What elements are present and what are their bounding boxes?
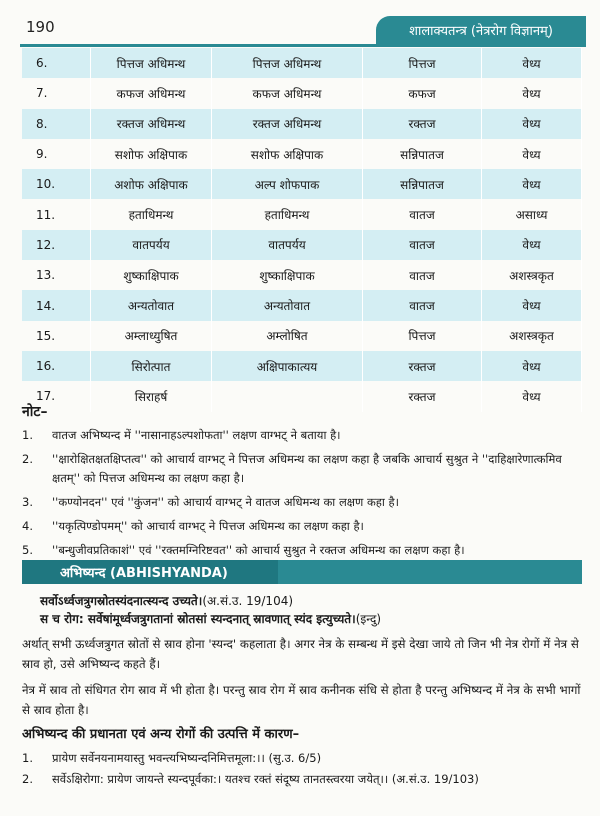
row-number: 15. bbox=[22, 321, 91, 351]
page-header bbox=[0, 14, 600, 44]
disease-name: वातपर्यय bbox=[91, 230, 212, 260]
row-number: 7. bbox=[22, 78, 91, 108]
verse-2-text: स च रोग: सर्वेषांमूर्ध्वजत्रुगतानां स्रोतसां स्यन्दनात् स्रावणात् स्यंद इत्युच्यते। bbox=[40, 612, 356, 626]
table-row bbox=[22, 109, 582, 139]
page-number: 190 bbox=[26, 18, 55, 36]
chapter-title: शालाक्यतन्त्र (नेत्ररोग विज्ञानम्) bbox=[376, 16, 586, 44]
treatment: वेध्य bbox=[482, 109, 582, 139]
note-number: 2. bbox=[22, 452, 33, 466]
disease-name: पित्तज अधिमन्थ bbox=[91, 48, 212, 78]
treatment: असाध्य bbox=[482, 199, 582, 229]
dosha: वातज bbox=[363, 260, 482, 290]
note-number: 4. bbox=[22, 519, 33, 533]
row-number: 10. bbox=[22, 169, 91, 199]
dosha: सन्निपातज bbox=[363, 169, 482, 199]
disease-name: हताधिमन्थ bbox=[91, 199, 212, 229]
verse-2-ref: (इन्दु) bbox=[355, 612, 382, 626]
dosha: वातज bbox=[363, 199, 482, 229]
dosha: सन्निपातज bbox=[363, 139, 482, 169]
disease-name: सिरोत्पात bbox=[91, 351, 212, 381]
treatment: अशस्त्रकृत bbox=[482, 260, 582, 290]
ref-text: सर्वेऽक्षिरोगा: प्रायेण जायन्ते स्यन्दपूर्वका:। यतश्च रक्तं संदूष्य तानतस्त्वरया जयेत्।। (अ.सं.उ. 19/103) bbox=[52, 772, 479, 786]
treatment: वेध्य bbox=[482, 48, 582, 78]
vagbhata-name: पित्तज अधिमन्थ bbox=[212, 48, 363, 78]
dosha: पित्तज bbox=[363, 48, 482, 78]
note-text: वातज अभिष्यन्द में ''नासानाहऽल्पशोफता'' लक्षण वाग्भट् ने बताया है। bbox=[52, 428, 341, 442]
list-item bbox=[22, 748, 584, 769]
dosha: रक्तज bbox=[363, 381, 482, 411]
ref-number: 2. bbox=[22, 772, 33, 786]
table-row bbox=[22, 290, 582, 320]
row-number: 17. bbox=[22, 381, 91, 411]
disease-name: कफज अधिमन्थ bbox=[91, 78, 212, 108]
verse-1-text: सर्वोऽर्ध्वजत्रुगस्रोतस्यंदनात्स्यन्द उच्यते। bbox=[40, 594, 203, 608]
vagbhata-name: अल्प शोफपाक bbox=[212, 169, 363, 199]
header-rule bbox=[20, 44, 586, 47]
disease-name: शुष्काक्षिपाक bbox=[91, 260, 212, 290]
dosha: कफज bbox=[363, 78, 482, 108]
table-row bbox=[22, 321, 582, 351]
list-item bbox=[22, 517, 582, 536]
list-item bbox=[22, 426, 582, 445]
row-number: 9. bbox=[22, 139, 91, 169]
vagbhata-name: वातपर्यय bbox=[212, 230, 363, 260]
row-number: 16. bbox=[22, 351, 91, 381]
row-number: 6. bbox=[22, 48, 91, 78]
dosha: वातज bbox=[363, 230, 482, 260]
reference-list bbox=[22, 748, 584, 790]
note-number: 5. bbox=[22, 543, 33, 557]
table-row bbox=[22, 78, 582, 108]
dosha: रक्तज bbox=[363, 109, 482, 139]
dosha: पित्तज bbox=[363, 321, 482, 351]
disease-name: अशोफ अक्षिपाक bbox=[91, 169, 212, 199]
row-number: 13. bbox=[22, 260, 91, 290]
verse-1 bbox=[40, 592, 585, 610]
vagbhata-name: अम्लोषित bbox=[212, 321, 363, 351]
note-text: ''यकृत्पिण्डोपमम्'' को आचार्य वाग्भट् ने पित्तज अधिमन्थ का लक्षण कहा है। bbox=[52, 519, 364, 533]
table-row bbox=[22, 230, 582, 260]
vagbhata-name: कफज अधिमन्थ bbox=[212, 78, 363, 108]
notes-list bbox=[22, 426, 582, 565]
list-item bbox=[22, 541, 582, 560]
paragraph-1: अर्थात् सभी ऊर्ध्वजत्रुगत स्रोतों से स्राव होना 'स्यन्द' कहलाता है। अगर नेत्र के सम्बन्ध में इसे देखा जाये तो जिन भी नेत्र रोगों में नेत्र से स्राव हो, उसे अभिष्यन्द कहते हैं। bbox=[22, 637, 579, 671]
row-number: 11. bbox=[22, 199, 91, 229]
note-text: ''कण्योनदन'' एवं ''कुंजन'' को आचार्य वाग्भट् ने वातज अधिमन्थ का लक्षण कहा है। bbox=[52, 495, 399, 509]
treatment: वेध्य bbox=[482, 381, 582, 411]
table-row bbox=[22, 260, 582, 290]
vagbhata-name: हताधिमन्थ bbox=[212, 199, 363, 229]
treatment: वेध्य bbox=[482, 230, 582, 260]
disease-name: सिराहर्ष bbox=[91, 381, 212, 411]
vagbhata-name: अक्षिपाकात्यय bbox=[212, 351, 363, 381]
treatment: वेध्य bbox=[482, 290, 582, 320]
list-item bbox=[22, 450, 582, 488]
treatment: वेध्य bbox=[482, 78, 582, 108]
note-text: ''बन्धुजीवप्रतिकाशं'' एवं ''रक्तमग्निरिष्टवत'' को आचार्य सुश्रुत ने रक्तज अधिमन्थ का लक्षण कहा है। bbox=[52, 543, 465, 557]
row-number: 12. bbox=[22, 230, 91, 260]
disease-name: सशोफ अक्षिपाक bbox=[91, 139, 212, 169]
note-number: 1. bbox=[22, 428, 33, 442]
table-row bbox=[22, 351, 582, 381]
verse-1-ref: (अ.सं.उ. 19/104) bbox=[202, 594, 294, 608]
table-row bbox=[22, 48, 582, 78]
section-title: अभिष्यन्द (ABHISHYANDA) bbox=[22, 560, 278, 584]
vagbhata-name: सशोफ अक्षिपाक bbox=[212, 139, 363, 169]
disease-name: रक्तज अधिमन्थ bbox=[91, 109, 212, 139]
ref-number: 1. bbox=[22, 751, 33, 765]
note-heading: नोट– bbox=[22, 404, 48, 420]
treatment: वेध्य bbox=[482, 139, 582, 169]
treatment: वेध्य bbox=[482, 169, 582, 199]
disease-name: अन्यतोवात bbox=[91, 290, 212, 320]
treatment: अशस्त्रकृत bbox=[482, 321, 582, 351]
disease-name: अम्लाध्युषित bbox=[91, 321, 212, 351]
dosha: वातज bbox=[363, 290, 482, 320]
table-row bbox=[22, 199, 582, 229]
vagbhata-name: अन्यतोवात bbox=[212, 290, 363, 320]
subheading: अभिष्यन्द की प्रधानता एवं अन्य रोगों की उत्पत्ति में कारण– bbox=[22, 727, 300, 742]
paragraph-2: नेत्र में स्राव तो संधिगत रोग स्राव में भी होता है। परन्तु स्राव रोग में स्राव कनीनक संधि से होता है परन्तु अभिष्यन्द में नेत्र के सभी भागों से स्राव होता है। bbox=[22, 683, 581, 717]
table-row bbox=[22, 169, 582, 199]
table-row bbox=[22, 139, 582, 169]
list-item bbox=[22, 493, 582, 512]
note-number: 3. bbox=[22, 495, 33, 509]
vagbhata-name: शुष्काक्षिपाक bbox=[212, 260, 363, 290]
section-banner bbox=[22, 560, 582, 584]
disease-table bbox=[22, 48, 582, 412]
vagbhata-name bbox=[212, 381, 363, 411]
note-text: ''क्षारोक्षितक्षतक्षिप्तत्व'' को आचार्य वाग्भट् ने पित्तज अधिमन्थ का लक्षण कहा है जबकि आचार्य सुश्रुत ने ''दाहिक्षारेणात्कमिव क्षतम्'' को पित्तज अधिमन्थ का लक्षण कहा है। bbox=[52, 452, 562, 485]
verse-2 bbox=[40, 610, 585, 628]
treatment: वेध्य bbox=[482, 351, 582, 381]
dosha: रक्तज bbox=[363, 351, 482, 381]
ref-text: प्रायेण सर्वेनयनामयास्तु भवन्त्यभिष्यन्दनिमित्तमूला:।। (सु.उ. 6/5) bbox=[52, 751, 322, 765]
row-number: 14. bbox=[22, 290, 91, 320]
table-row bbox=[22, 381, 582, 411]
vagbhata-name: रक्तज अधिमन्थ bbox=[212, 109, 363, 139]
row-number: 8. bbox=[22, 109, 91, 139]
list-item bbox=[22, 769, 584, 790]
